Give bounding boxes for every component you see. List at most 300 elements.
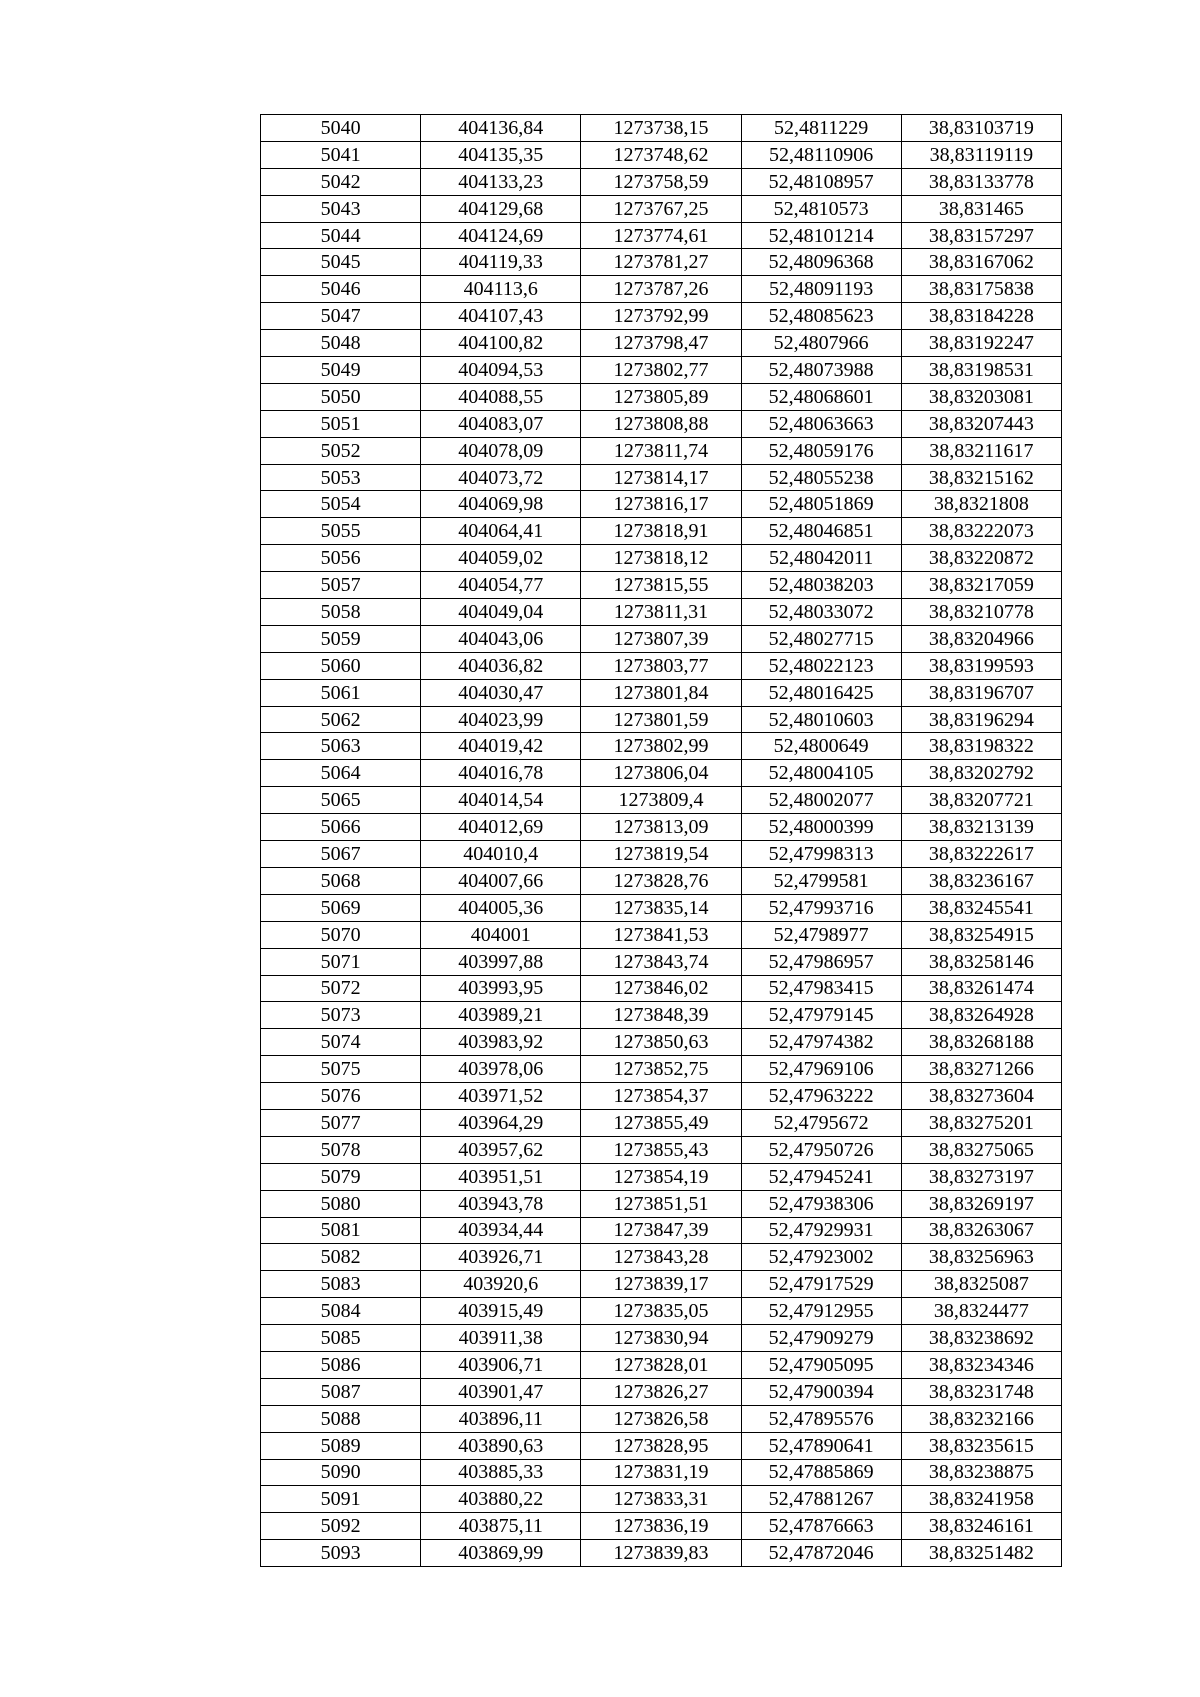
y-coordinate-cell: 1273801,59 bbox=[581, 706, 741, 733]
table-row bbox=[261, 195, 1062, 222]
longitude-cell: 38,83271266 bbox=[901, 1056, 1061, 1083]
longitude-cell: 38,83258146 bbox=[901, 948, 1061, 975]
x-coordinate-cell: 403896,11 bbox=[421, 1405, 581, 1432]
point-number-cell: 5079 bbox=[261, 1163, 421, 1190]
x-coordinate-cell: 404043,06 bbox=[421, 625, 581, 652]
latitude-cell: 52,4795672 bbox=[741, 1109, 901, 1136]
coordinates-table-body bbox=[261, 115, 1062, 1567]
table-row bbox=[261, 1351, 1062, 1378]
x-coordinate-cell: 404005,36 bbox=[421, 894, 581, 921]
latitude-cell: 52,48051869 bbox=[741, 491, 901, 518]
point-number-cell: 5052 bbox=[261, 437, 421, 464]
point-number-cell: 5069 bbox=[261, 894, 421, 921]
latitude-cell: 52,47993716 bbox=[741, 894, 901, 921]
latitude-cell: 52,47876663 bbox=[741, 1513, 901, 1540]
x-coordinate-cell: 403875,11 bbox=[421, 1513, 581, 1540]
y-coordinate-cell: 1273835,05 bbox=[581, 1298, 741, 1325]
latitude-cell: 52,48016425 bbox=[741, 679, 901, 706]
y-coordinate-cell: 1273855,43 bbox=[581, 1136, 741, 1163]
table-row bbox=[261, 599, 1062, 626]
point-number-cell: 5071 bbox=[261, 948, 421, 975]
table-row bbox=[261, 625, 1062, 652]
x-coordinate-cell: 404100,82 bbox=[421, 330, 581, 357]
y-coordinate-cell: 1273801,84 bbox=[581, 679, 741, 706]
table-row bbox=[261, 141, 1062, 168]
point-number-cell: 5091 bbox=[261, 1486, 421, 1513]
table-row bbox=[261, 841, 1062, 868]
longitude-cell: 38,83198322 bbox=[901, 733, 1061, 760]
latitude-cell: 52,4810573 bbox=[741, 195, 901, 222]
y-coordinate-cell: 1273798,47 bbox=[581, 330, 741, 357]
longitude-cell: 38,83231748 bbox=[901, 1378, 1061, 1405]
y-coordinate-cell: 1273787,26 bbox=[581, 276, 741, 303]
longitude-cell: 38,83261474 bbox=[901, 975, 1061, 1002]
longitude-cell: 38,83251482 bbox=[901, 1540, 1061, 1567]
longitude-cell: 38,83211617 bbox=[901, 437, 1061, 464]
longitude-cell: 38,83222073 bbox=[901, 518, 1061, 545]
y-coordinate-cell: 1273805,89 bbox=[581, 383, 741, 410]
y-coordinate-cell: 1273818,91 bbox=[581, 518, 741, 545]
point-number-cell: 5082 bbox=[261, 1244, 421, 1271]
table-row bbox=[261, 276, 1062, 303]
y-coordinate-cell: 1273835,14 bbox=[581, 894, 741, 921]
point-number-cell: 5092 bbox=[261, 1513, 421, 1540]
x-coordinate-cell: 404069,98 bbox=[421, 491, 581, 518]
y-coordinate-cell: 1273851,51 bbox=[581, 1190, 741, 1217]
y-coordinate-cell: 1273816,17 bbox=[581, 491, 741, 518]
table-row bbox=[261, 1325, 1062, 1352]
x-coordinate-cell: 404036,82 bbox=[421, 652, 581, 679]
longitude-cell: 38,8321808 bbox=[901, 491, 1061, 518]
latitude-cell: 52,47881267 bbox=[741, 1486, 901, 1513]
y-coordinate-cell: 1273830,94 bbox=[581, 1325, 741, 1352]
y-coordinate-cell: 1273848,39 bbox=[581, 1002, 741, 1029]
point-number-cell: 5059 bbox=[261, 625, 421, 652]
y-coordinate-cell: 1273815,55 bbox=[581, 572, 741, 599]
latitude-cell: 52,48055238 bbox=[741, 464, 901, 491]
y-coordinate-cell: 1273831,19 bbox=[581, 1459, 741, 1486]
x-coordinate-cell: 404016,78 bbox=[421, 760, 581, 787]
latitude-cell: 52,48073988 bbox=[741, 357, 901, 384]
table-row bbox=[261, 1136, 1062, 1163]
longitude-cell: 38,83199593 bbox=[901, 652, 1061, 679]
y-coordinate-cell: 1273839,17 bbox=[581, 1271, 741, 1298]
latitude-cell: 52,47969106 bbox=[741, 1056, 901, 1083]
point-number-cell: 5063 bbox=[261, 733, 421, 760]
table-row bbox=[261, 814, 1062, 841]
table-row bbox=[261, 383, 1062, 410]
y-coordinate-cell: 1273846,02 bbox=[581, 975, 741, 1002]
table-row bbox=[261, 1244, 1062, 1271]
table-row bbox=[261, 330, 1062, 357]
point-number-cell: 5072 bbox=[261, 975, 421, 1002]
y-coordinate-cell: 1273843,28 bbox=[581, 1244, 741, 1271]
longitude-cell: 38,83238875 bbox=[901, 1459, 1061, 1486]
point-number-cell: 5058 bbox=[261, 599, 421, 626]
point-number-cell: 5084 bbox=[261, 1298, 421, 1325]
y-coordinate-cell: 1273767,25 bbox=[581, 195, 741, 222]
x-coordinate-cell: 403880,22 bbox=[421, 1486, 581, 1513]
y-coordinate-cell: 1273847,39 bbox=[581, 1217, 741, 1244]
longitude-cell: 38,83232166 bbox=[901, 1405, 1061, 1432]
table-row bbox=[261, 1056, 1062, 1083]
point-number-cell: 5078 bbox=[261, 1136, 421, 1163]
latitude-cell: 52,48068601 bbox=[741, 383, 901, 410]
latitude-cell: 52,48027715 bbox=[741, 625, 901, 652]
x-coordinate-cell: 404012,69 bbox=[421, 814, 581, 841]
point-number-cell: 5050 bbox=[261, 383, 421, 410]
y-coordinate-cell: 1273758,59 bbox=[581, 168, 741, 195]
table-row bbox=[261, 1109, 1062, 1136]
point-number-cell: 5051 bbox=[261, 410, 421, 437]
longitude-cell: 38,83273197 bbox=[901, 1163, 1061, 1190]
x-coordinate-cell: 403901,47 bbox=[421, 1378, 581, 1405]
point-number-cell: 5075 bbox=[261, 1056, 421, 1083]
table-row bbox=[261, 1405, 1062, 1432]
point-number-cell: 5080 bbox=[261, 1190, 421, 1217]
latitude-cell: 52,4798977 bbox=[741, 921, 901, 948]
y-coordinate-cell: 1273738,15 bbox=[581, 115, 741, 142]
latitude-cell: 52,47963222 bbox=[741, 1083, 901, 1110]
y-coordinate-cell: 1273828,95 bbox=[581, 1432, 741, 1459]
y-coordinate-cell: 1273826,27 bbox=[581, 1378, 741, 1405]
y-coordinate-cell: 1273803,77 bbox=[581, 652, 741, 679]
longitude-cell: 38,83236167 bbox=[901, 867, 1061, 894]
x-coordinate-cell: 404083,07 bbox=[421, 410, 581, 437]
table-row bbox=[261, 303, 1062, 330]
longitude-cell: 38,83184228 bbox=[901, 303, 1061, 330]
point-number-cell: 5041 bbox=[261, 141, 421, 168]
x-coordinate-cell: 404019,42 bbox=[421, 733, 581, 760]
y-coordinate-cell: 1273819,54 bbox=[581, 841, 741, 868]
latitude-cell: 52,48101214 bbox=[741, 222, 901, 249]
longitude-cell: 38,8325087 bbox=[901, 1271, 1061, 1298]
latitude-cell: 52,48096368 bbox=[741, 249, 901, 276]
y-coordinate-cell: 1273854,19 bbox=[581, 1163, 741, 1190]
point-number-cell: 5055 bbox=[261, 518, 421, 545]
longitude-cell: 38,83207443 bbox=[901, 410, 1061, 437]
x-coordinate-cell: 403920,6 bbox=[421, 1271, 581, 1298]
x-coordinate-cell: 403978,06 bbox=[421, 1056, 581, 1083]
table-row bbox=[261, 921, 1062, 948]
table-row bbox=[261, 545, 1062, 572]
point-number-cell: 5093 bbox=[261, 1540, 421, 1567]
longitude-cell: 38,83246161 bbox=[901, 1513, 1061, 1540]
table-row bbox=[261, 1029, 1062, 1056]
latitude-cell: 52,47945241 bbox=[741, 1163, 901, 1190]
longitude-cell: 38,83202792 bbox=[901, 760, 1061, 787]
longitude-cell: 38,83103719 bbox=[901, 115, 1061, 142]
x-coordinate-cell: 404014,54 bbox=[421, 787, 581, 814]
table-row bbox=[261, 572, 1062, 599]
y-coordinate-cell: 1273828,01 bbox=[581, 1351, 741, 1378]
table-row bbox=[261, 115, 1062, 142]
x-coordinate-cell: 403993,95 bbox=[421, 975, 581, 1002]
latitude-cell: 52,48038203 bbox=[741, 572, 901, 599]
table-row bbox=[261, 222, 1062, 249]
latitude-cell: 52,4800649 bbox=[741, 733, 901, 760]
table-row bbox=[261, 437, 1062, 464]
point-number-cell: 5067 bbox=[261, 841, 421, 868]
y-coordinate-cell: 1273818,12 bbox=[581, 545, 741, 572]
table-row bbox=[261, 1083, 1062, 1110]
x-coordinate-cell: 404023,99 bbox=[421, 706, 581, 733]
point-number-cell: 5057 bbox=[261, 572, 421, 599]
table-row bbox=[261, 1459, 1062, 1486]
longitude-cell: 38,83215162 bbox=[901, 464, 1061, 491]
x-coordinate-cell: 404088,55 bbox=[421, 383, 581, 410]
latitude-cell: 52,48059176 bbox=[741, 437, 901, 464]
x-coordinate-cell: 403869,99 bbox=[421, 1540, 581, 1567]
x-coordinate-cell: 403885,33 bbox=[421, 1459, 581, 1486]
y-coordinate-cell: 1273811,31 bbox=[581, 599, 741, 626]
y-coordinate-cell: 1273811,74 bbox=[581, 437, 741, 464]
table-row bbox=[261, 464, 1062, 491]
point-number-cell: 5064 bbox=[261, 760, 421, 787]
latitude-cell: 52,4799581 bbox=[741, 867, 901, 894]
point-number-cell: 5040 bbox=[261, 115, 421, 142]
y-coordinate-cell: 1273850,63 bbox=[581, 1029, 741, 1056]
latitude-cell: 52,4807966 bbox=[741, 330, 901, 357]
x-coordinate-cell: 404064,41 bbox=[421, 518, 581, 545]
table-row bbox=[261, 1271, 1062, 1298]
point-number-cell: 5046 bbox=[261, 276, 421, 303]
latitude-cell: 52,48046851 bbox=[741, 518, 901, 545]
x-coordinate-cell: 404124,69 bbox=[421, 222, 581, 249]
longitude-cell: 38,83167062 bbox=[901, 249, 1061, 276]
table-row bbox=[261, 760, 1062, 787]
longitude-cell: 38,83157297 bbox=[901, 222, 1061, 249]
table-row bbox=[261, 249, 1062, 276]
x-coordinate-cell: 404078,09 bbox=[421, 437, 581, 464]
longitude-cell: 38,83175838 bbox=[901, 276, 1061, 303]
latitude-cell: 52,47929931 bbox=[741, 1217, 901, 1244]
table-row bbox=[261, 652, 1062, 679]
y-coordinate-cell: 1273806,04 bbox=[581, 760, 741, 787]
table-row bbox=[261, 706, 1062, 733]
point-number-cell: 5083 bbox=[261, 1271, 421, 1298]
longitude-cell: 38,83275065 bbox=[901, 1136, 1061, 1163]
point-number-cell: 5042 bbox=[261, 168, 421, 195]
x-coordinate-cell: 404113,6 bbox=[421, 276, 581, 303]
x-coordinate-cell: 404136,84 bbox=[421, 115, 581, 142]
table-row bbox=[261, 975, 1062, 1002]
table-row bbox=[261, 1513, 1062, 1540]
point-number-cell: 5070 bbox=[261, 921, 421, 948]
point-number-cell: 5053 bbox=[261, 464, 421, 491]
longitude-cell: 38,83210778 bbox=[901, 599, 1061, 626]
table-row bbox=[261, 948, 1062, 975]
x-coordinate-cell: 403951,51 bbox=[421, 1163, 581, 1190]
point-number-cell: 5089 bbox=[261, 1432, 421, 1459]
x-coordinate-cell: 404129,68 bbox=[421, 195, 581, 222]
table-row bbox=[261, 357, 1062, 384]
point-number-cell: 5049 bbox=[261, 357, 421, 384]
latitude-cell: 52,47912955 bbox=[741, 1298, 901, 1325]
point-number-cell: 5074 bbox=[261, 1029, 421, 1056]
x-coordinate-cell: 404049,04 bbox=[421, 599, 581, 626]
x-coordinate-cell: 403971,52 bbox=[421, 1083, 581, 1110]
point-number-cell: 5054 bbox=[261, 491, 421, 518]
point-number-cell: 5045 bbox=[261, 249, 421, 276]
y-coordinate-cell: 1273833,31 bbox=[581, 1486, 741, 1513]
table-row bbox=[261, 168, 1062, 195]
longitude-cell: 38,83269197 bbox=[901, 1190, 1061, 1217]
x-coordinate-cell: 404073,72 bbox=[421, 464, 581, 491]
table-row bbox=[261, 787, 1062, 814]
longitude-cell: 38,83234346 bbox=[901, 1351, 1061, 1378]
x-coordinate-cell: 404107,43 bbox=[421, 303, 581, 330]
x-coordinate-cell: 403964,29 bbox=[421, 1109, 581, 1136]
y-coordinate-cell: 1273841,53 bbox=[581, 921, 741, 948]
table-row bbox=[261, 410, 1062, 437]
table-row bbox=[261, 1298, 1062, 1325]
y-coordinate-cell: 1273808,88 bbox=[581, 410, 741, 437]
longitude-cell: 38,83264928 bbox=[901, 1002, 1061, 1029]
x-coordinate-cell: 404010,4 bbox=[421, 841, 581, 868]
table-row bbox=[261, 491, 1062, 518]
table-row bbox=[261, 733, 1062, 760]
point-number-cell: 5043 bbox=[261, 195, 421, 222]
table-row bbox=[261, 894, 1062, 921]
longitude-cell: 38,83207721 bbox=[901, 787, 1061, 814]
point-number-cell: 5077 bbox=[261, 1109, 421, 1136]
y-coordinate-cell: 1273792,99 bbox=[581, 303, 741, 330]
table-row bbox=[261, 1002, 1062, 1029]
latitude-cell: 52,47917529 bbox=[741, 1271, 901, 1298]
x-coordinate-cell: 403983,92 bbox=[421, 1029, 581, 1056]
latitude-cell: 52,48108957 bbox=[741, 168, 901, 195]
latitude-cell: 52,48004105 bbox=[741, 760, 901, 787]
longitude-cell: 38,83196294 bbox=[901, 706, 1061, 733]
point-number-cell: 5065 bbox=[261, 787, 421, 814]
x-coordinate-cell: 403906,71 bbox=[421, 1351, 581, 1378]
x-coordinate-cell: 403957,62 bbox=[421, 1136, 581, 1163]
x-coordinate-cell: 404133,23 bbox=[421, 168, 581, 195]
y-coordinate-cell: 1273802,77 bbox=[581, 357, 741, 384]
point-number-cell: 5066 bbox=[261, 814, 421, 841]
point-number-cell: 5047 bbox=[261, 303, 421, 330]
y-coordinate-cell: 1273781,27 bbox=[581, 249, 741, 276]
point-number-cell: 5081 bbox=[261, 1217, 421, 1244]
latitude-cell: 52,48000399 bbox=[741, 814, 901, 841]
longitude-cell: 38,83217059 bbox=[901, 572, 1061, 599]
x-coordinate-cell: 404007,66 bbox=[421, 867, 581, 894]
table-row bbox=[261, 679, 1062, 706]
longitude-cell: 38,83204966 bbox=[901, 625, 1061, 652]
longitude-cell: 38,8324477 bbox=[901, 1298, 1061, 1325]
point-number-cell: 5044 bbox=[261, 222, 421, 249]
x-coordinate-cell: 404059,02 bbox=[421, 545, 581, 572]
longitude-cell: 38,83235615 bbox=[901, 1432, 1061, 1459]
longitude-cell: 38,83256963 bbox=[901, 1244, 1061, 1271]
latitude-cell: 52,47983415 bbox=[741, 975, 901, 1002]
point-number-cell: 5073 bbox=[261, 1002, 421, 1029]
longitude-cell: 38,83196707 bbox=[901, 679, 1061, 706]
longitude-cell: 38,83263067 bbox=[901, 1217, 1061, 1244]
point-number-cell: 5048 bbox=[261, 330, 421, 357]
x-coordinate-cell: 403989,21 bbox=[421, 1002, 581, 1029]
longitude-cell: 38,83241958 bbox=[901, 1486, 1061, 1513]
longitude-cell: 38,83119119 bbox=[901, 141, 1061, 168]
latitude-cell: 52,47895576 bbox=[741, 1405, 901, 1432]
y-coordinate-cell: 1273774,61 bbox=[581, 222, 741, 249]
longitude-cell: 38,83133778 bbox=[901, 168, 1061, 195]
latitude-cell: 52,47872046 bbox=[741, 1540, 901, 1567]
x-coordinate-cell: 404119,33 bbox=[421, 249, 581, 276]
x-coordinate-cell: 404135,35 bbox=[421, 141, 581, 168]
x-coordinate-cell: 403934,44 bbox=[421, 1217, 581, 1244]
y-coordinate-cell: 1273813,09 bbox=[581, 814, 741, 841]
point-number-cell: 5088 bbox=[261, 1405, 421, 1432]
y-coordinate-cell: 1273807,39 bbox=[581, 625, 741, 652]
longitude-cell: 38,83222617 bbox=[901, 841, 1061, 868]
latitude-cell: 52,48010603 bbox=[741, 706, 901, 733]
latitude-cell: 52,47979145 bbox=[741, 1002, 901, 1029]
x-coordinate-cell: 404030,47 bbox=[421, 679, 581, 706]
longitude-cell: 38,83213139 bbox=[901, 814, 1061, 841]
point-number-cell: 5090 bbox=[261, 1459, 421, 1486]
y-coordinate-cell: 1273828,76 bbox=[581, 867, 741, 894]
point-number-cell: 5085 bbox=[261, 1325, 421, 1352]
latitude-cell: 52,48063663 bbox=[741, 410, 901, 437]
latitude-cell: 52,47909279 bbox=[741, 1325, 901, 1352]
point-number-cell: 5087 bbox=[261, 1378, 421, 1405]
longitude-cell: 38,83203081 bbox=[901, 383, 1061, 410]
latitude-cell: 52,47923002 bbox=[741, 1244, 901, 1271]
table-row bbox=[261, 867, 1062, 894]
table-row bbox=[261, 1190, 1062, 1217]
point-number-cell: 5076 bbox=[261, 1083, 421, 1110]
table-row bbox=[261, 1540, 1062, 1567]
longitude-cell: 38,83220872 bbox=[901, 545, 1061, 572]
latitude-cell: 52,47986957 bbox=[741, 948, 901, 975]
longitude-cell: 38,83192247 bbox=[901, 330, 1061, 357]
y-coordinate-cell: 1273748,62 bbox=[581, 141, 741, 168]
latitude-cell: 52,47938306 bbox=[741, 1190, 901, 1217]
latitude-cell: 52,48091193 bbox=[741, 276, 901, 303]
y-coordinate-cell: 1273855,49 bbox=[581, 1109, 741, 1136]
longitude-cell: 38,83273604 bbox=[901, 1083, 1061, 1110]
latitude-cell: 52,47950726 bbox=[741, 1136, 901, 1163]
longitude-cell: 38,83254915 bbox=[901, 921, 1061, 948]
longitude-cell: 38,83238692 bbox=[901, 1325, 1061, 1352]
point-number-cell: 5062 bbox=[261, 706, 421, 733]
y-coordinate-cell: 1273802,99 bbox=[581, 733, 741, 760]
latitude-cell: 52,48085623 bbox=[741, 303, 901, 330]
y-coordinate-cell: 1273836,19 bbox=[581, 1513, 741, 1540]
table-row bbox=[261, 1378, 1062, 1405]
longitude-cell: 38,831465 bbox=[901, 195, 1061, 222]
x-coordinate-cell: 403890,63 bbox=[421, 1432, 581, 1459]
x-coordinate-cell: 404094,53 bbox=[421, 357, 581, 384]
latitude-cell: 52,4811229 bbox=[741, 115, 901, 142]
latitude-cell: 52,48042011 bbox=[741, 545, 901, 572]
x-coordinate-cell: 403911,38 bbox=[421, 1325, 581, 1352]
latitude-cell: 52,48002077 bbox=[741, 787, 901, 814]
x-coordinate-cell: 404001 bbox=[421, 921, 581, 948]
table-row bbox=[261, 1486, 1062, 1513]
latitude-cell: 52,47890641 bbox=[741, 1432, 901, 1459]
latitude-cell: 52,47900394 bbox=[741, 1378, 901, 1405]
y-coordinate-cell: 1273814,17 bbox=[581, 464, 741, 491]
longitude-cell: 38,83245541 bbox=[901, 894, 1061, 921]
longitude-cell: 38,83275201 bbox=[901, 1109, 1061, 1136]
y-coordinate-cell: 1273852,75 bbox=[581, 1056, 741, 1083]
table-row bbox=[261, 1217, 1062, 1244]
longitude-cell: 38,83268188 bbox=[901, 1029, 1061, 1056]
y-coordinate-cell: 1273854,37 bbox=[581, 1083, 741, 1110]
